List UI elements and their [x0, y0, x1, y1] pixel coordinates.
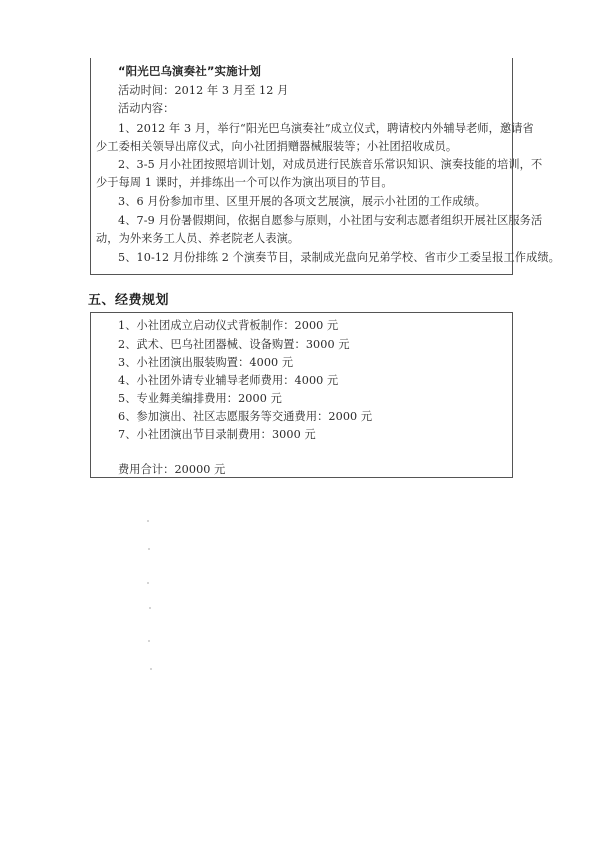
scan-speck — [148, 548, 150, 550]
activity-content-label: 活动内容： — [118, 102, 175, 115]
scan-speck — [150, 668, 152, 670]
budget-item-2: 2、武术、巴乌社团器械、设备购置：3000 元 — [118, 338, 350, 351]
budget-item-3: 3、小社团演出服装购置：4000 元 — [118, 356, 294, 369]
scan-speck — [149, 607, 151, 609]
scan-speck — [148, 640, 150, 642]
scan-speck — [147, 582, 149, 584]
budget-item-5: 5、专业舞美编排费用：2000 元 — [118, 392, 282, 405]
plan-item-4-line-2: 动，为外来务工人员、养老院老人表演。 — [96, 232, 300, 245]
budget-item-6: 6、参加演出、社区志愿服务等交通费用：2000 元 — [118, 410, 373, 423]
plan-item-2-line-2: 少于每周 1 课时，并排练出一个可以作为演出项目的节目。 — [96, 176, 393, 189]
plan-item-1-line-2: 少工委相关领导出席仪式，向小社团捐赠器械服装等；小社团招收成员。 — [96, 140, 458, 153]
budget-item-4: 4、小社团外请专业辅导老师费用：4000 元 — [118, 374, 339, 387]
budget-section-heading: 五、经费规划 — [88, 293, 170, 308]
activity-time: 活动时间：2012 年 3 月至 12 月 — [118, 84, 289, 97]
budget-item-1: 1、小社团成立启动仪式背板制作：2000 元 — [118, 319, 339, 332]
plan-item-3: 3、6 月份参加市里、区里开展的各项文艺展演，展示小社团的工作成绩。 — [118, 195, 487, 208]
plan-item-2-line-1: 2、3-5 月小社团按照培训计划，对成员进行民族音乐常识知识、演奏技能的培训，不 — [118, 158, 543, 171]
budget-total: 费用合计：20000 元 — [118, 463, 226, 476]
plan-item-4-line-1: 4、7-9 月份暑假期间，依据自愿参与原则，小社团与安利志愿者组织开展社区服务活 — [118, 214, 543, 227]
plan-item-5: 5、10-12 月份排练 2 个演奏节目，录制成光盘向兄弟学校、省市少工委呈报工作成绩。 — [118, 251, 560, 264]
plan-title: “阳光巴乌演奏社”实施计划 — [118, 64, 261, 78]
scan-speck — [147, 520, 149, 522]
budget-item-7: 7、小社团演出节目录制费用：3000 元 — [118, 428, 316, 441]
plan-item-1-line-1: 1、2012 年 3 月，举行“阳光巴乌演奏社”成立仪式，聘请校内外辅导老师，邀请省 — [118, 122, 534, 135]
